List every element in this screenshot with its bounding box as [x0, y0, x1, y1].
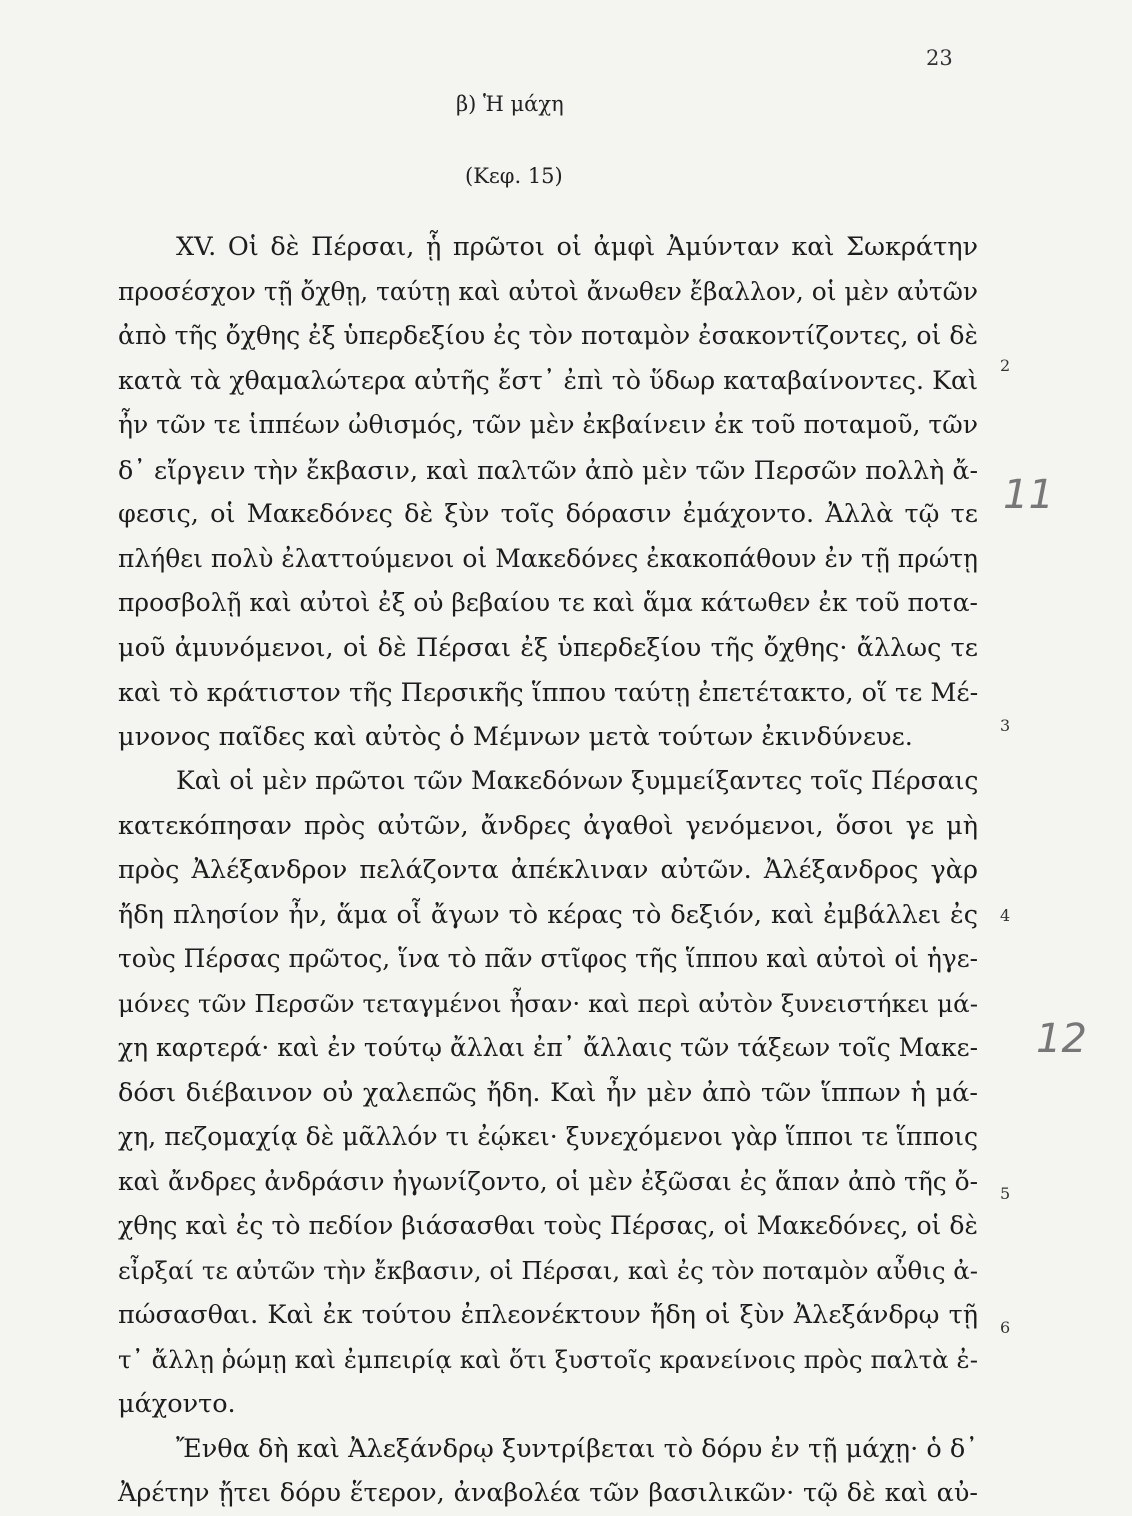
- text-line: μοῦ ἀμυνόμενοι, οἱ δὲ Πέρσαι ἐξ ὑπερδεξίου τῆς ὄχθης· ἄλλως τε: [118, 632, 978, 663]
- text-line: καὶ τὸ κράτιστον τῆς Περσικῆς ἵππου ταύτῃ ἐπετέτακτο, οἵ τε Μέ-: [118, 677, 979, 707]
- text-line: μάχοντο.: [118, 1389, 236, 1419]
- text-line: ἀπὸ τῆς ὄχθης ἐξ ὑπερδεξίου ἐς τὸν ποταμὸν ἐσακοντίζοντες, οἱ δὲ: [118, 321, 978, 350]
- chapter-reference: (Κεφ. 15): [465, 164, 563, 188]
- text-line: κατεκόπησαν πρὸς αὐτῶν, ἄνδρες ἀγαθοὶ γενόμενοι, ὅσοι γε μὴ: [118, 810, 978, 841]
- text-line: καὶ ἄνδρες ἀνδράσιν ἠγωνίζοντο, οἱ μὲν ἐξῶσαι ἐς ἅπαν ἀπὸ τῆς ὄ-: [118, 1166, 978, 1196]
- margin-number: 4: [1000, 906, 1011, 925]
- text-line: εἶρξαί τε αὐτῶν τὴν ἔκβασιν, οἱ Πέρσαι, καὶ ἐς τὸν ποταμὸν αὖθις ἀ-: [118, 1255, 978, 1285]
- margin-number: 5: [1000, 1184, 1011, 1203]
- text-line: Ἀρέτην ᾔτει δόρυ ἕτερον, ἀναβολέα τῶν βασιλικῶν· τῷ δὲ καὶ αὐ-: [118, 1478, 978, 1508]
- text-line: πώσασθαι. Καὶ ἐκ τούτου ἐπλεονέκτουν ἤδη οἱ ξὺν Ἀλεξάνδρῳ τῇ: [118, 1300, 978, 1330]
- margin-number: 2: [1000, 356, 1011, 375]
- handwritten-note: 12: [1036, 1016, 1087, 1062]
- text-line: χη, πεζομαχίᾳ δὲ μᾶλλόν τι ἐῴκει· ξυνεχόμενοι γὰρ ἵπποι τε ἵπποις: [118, 1122, 978, 1151]
- handwritten-note: 11: [1003, 472, 1054, 518]
- text-line: πλήθει πολὺ ἐλαττούμενοι οἱ Μακεδόνες ἐκακοπάθουν ἐν τῇ πρώτῃ: [118, 543, 978, 573]
- text-line: δ᾽ εἴργειν τὴν ἔκβασιν, καὶ παλτῶν ἀπὸ μὲν τῶν Περσῶν πολλὴ ἄ-: [118, 454, 978, 485]
- margin-number: 6: [1000, 1318, 1011, 1337]
- section-title: β) Ἡ μάχη: [456, 92, 564, 116]
- text-line: Ἔνθα δὴ καὶ Ἀλεξάνδρῳ ξυντρίβεται τὸ δόρυ ἐν τῇ μάχῃ· ὁ δ᾽: [176, 1433, 978, 1464]
- text-line: δόσι διέβαινον οὐ χαλεπῶς ἤδη. Καὶ ἦν μὲν ἀπὸ τῶν ἵππων ἡ μά-: [118, 1077, 978, 1108]
- text-line: μνονος παῖδες καὶ αὐτὸς ὁ Μέμνων μετὰ τούτων ἐκινδύνευε.: [118, 721, 913, 752]
- text-line: Καὶ οἱ μὲν πρῶτοι τῶν Μακεδόνων ξυμμείξαντες τοῖς Πέρσαις: [176, 766, 979, 795]
- text-line: πρὸς Ἀλέξανδρον πελάζοντα ἀπέκλιναν αὐτῶν. Ἀλέξανδρος γὰρ: [118, 855, 978, 885]
- greek-text-body: [118, 225, 978, 1516]
- text-line: φεσις, οἱ Μακεδόνες δὲ ξὺν τοῖς δόρασιν ἐμάχοντο. Ἀλλὰ τῷ τε: [118, 499, 978, 529]
- text-line: ἦν τῶν τε ἱππέων ὠθισμός, τῶν μὲν ἐκβαίνειν ἐκ τοῦ ποταμοῦ, τῶν: [118, 410, 978, 439]
- text-line: τ᾽ ἄλλῃ ῥώμῃ καὶ ἐμπειρίᾳ καὶ ὅτι ξυστοῖς κρανείνοις πρὸς παλτὰ ἐ-: [118, 1344, 978, 1374]
- text-line: προσέσχον τῇ ὄχθῃ, ταύτῃ καὶ αὐτοὶ ἄνωθεν ἔβαλλον, οἱ μὲν αὐτῶν: [118, 276, 978, 306]
- text-line: XV. Οἱ δὲ Πέρσαι, ᾗ πρῶτοι οἱ ἀμφὶ Ἀμύνταν καὶ Σωκράτην: [176, 232, 978, 262]
- text-line: τοὺς Πέρσας πρῶτος, ἵνα τὸ πᾶν στῖφος τῆς ἵππου καὶ αὐτοὶ οἱ ἡγε-: [118, 944, 978, 973]
- text-line: μόνες τῶν Περσῶν τεταγμένοι ἦσαν· καὶ περὶ αὐτὸν ξυνειστήκει μά-: [118, 988, 978, 1018]
- text-line: χθης καὶ ἐς τὸ πεδίον βιάσασθαι τοὺς Πέρσας, οἱ Μακεδόνες, οἱ δὲ: [118, 1211, 978, 1240]
- text-line: χη καρτερά· καὶ ἐν τούτῳ ἄλλαι ἐπ᾽ ἄλλαις τῶν τάξεων τοῖς Μακε-: [118, 1033, 978, 1062]
- text-line: προσβολῇ καὶ αὐτοὶ ἐξ οὐ βεβαίου τε καὶ ἅμα κάτωθεν ἐκ τοῦ ποτα-: [118, 588, 978, 617]
- margin-number: 3: [1000, 716, 1011, 735]
- text-line: ἤδη πλησίον ἦν, ἅμα οἷ ἄγων τὸ κέρας τὸ δεξιόν, καὶ ἐμβάλλει ἐς: [118, 899, 978, 930]
- text-line: κατὰ τὰ χθαμαλώτερα αὐτῆς ἔστ᾽ ἐπὶ τὸ ὕδωρ καταβαίνοντες. Καὶ: [118, 365, 978, 395]
- page-number: 23: [926, 46, 953, 70]
